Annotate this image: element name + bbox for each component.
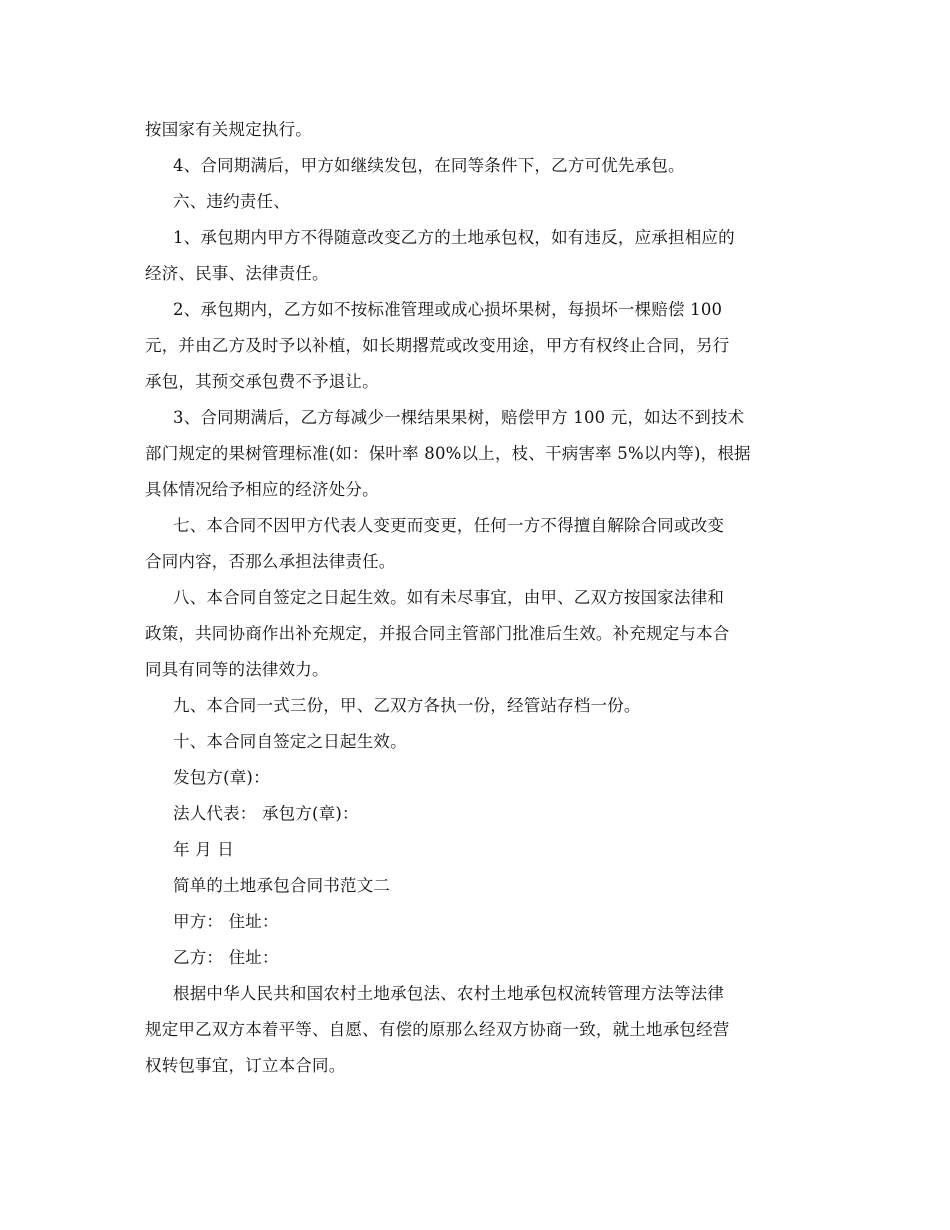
section-heading: 六、违约责任、 [173,192,290,211]
document-body [145,112,815,1084]
party-field: 甲方： 住址： [173,912,279,931]
text-line: 合同内容，否那么承担法律责任。 [145,552,396,571]
text-line: 同具有同等的法律效力。 [145,660,329,679]
date-field: 年 月 日 [173,840,234,859]
text-line: 规定甲乙双方本着平等、自愿、有偿的原那么经双方协商一致，就土地承包经营 [145,1020,730,1039]
text-line: 具体情况给予相应的经济处分。 [145,480,379,499]
text-line: 承包，其预交承包费不予退让。 [145,372,379,391]
text-line: 部门规定的果树管理标准(如：保叶率 80%以上，枝、干病害率 5%以内等)，根据 [145,444,751,463]
document-title: 简单的土地承包合同书范文二 [173,876,391,895]
text-line: 元，并由乙方及时予以补植，如长期撂荒或改变用途，甲方有权终止合同，另行 [145,336,730,355]
text-line: 经济、民事、法律责任。 [145,264,329,283]
signature-field: 法人代表： 承包方(章)： [173,804,359,823]
text-line: 根据中华人民共和国农村土地承包法、农村土地承包权流转管理方法等法律 [173,984,725,1003]
text-line: 权转包事宜，订立本合同。 [145,1056,346,1075]
signature-field: 发包方(章)： [173,768,270,787]
text-line: 2、承包期内，乙方如不按标准管理或成心损坏果树，每损坏一棵赔偿 100 [173,300,723,319]
text-line: 1、承包期内甲方不得随意改变乙方的土地承包权，如有违反，应承担相应的 [173,228,735,247]
text-line: 八、本合同自签定之日起生效。如有未尽事宜，由甲、乙双方按国家法律和 [173,588,725,607]
text-line: 十、本合同自签定之日起生效。 [173,732,407,751]
text-line: 按国家有关规定执行。 [145,120,312,139]
text-line: 3、合同期满后，乙方每减少一棵结果果树，赔偿甲方 100 元，如达不到技术 [173,408,745,427]
text-line: 九、本合同一式三份，甲、乙双方各执一份，经管站存档一份。 [173,696,641,715]
text-line: 政策，共同协商作出补充规定，并报合同主管部门批准后生效。补充规定与本合 [145,624,730,643]
party-field: 乙方： 住址： [173,948,279,967]
text-line: 七、本合同不因甲方代表人变更而变更，任何一方不得擅自解除合同或改变 [173,516,725,535]
text-line: 4、合同期满后，甲方如继续发包，在同等条件下，乙方可优先承包。 [173,156,685,175]
